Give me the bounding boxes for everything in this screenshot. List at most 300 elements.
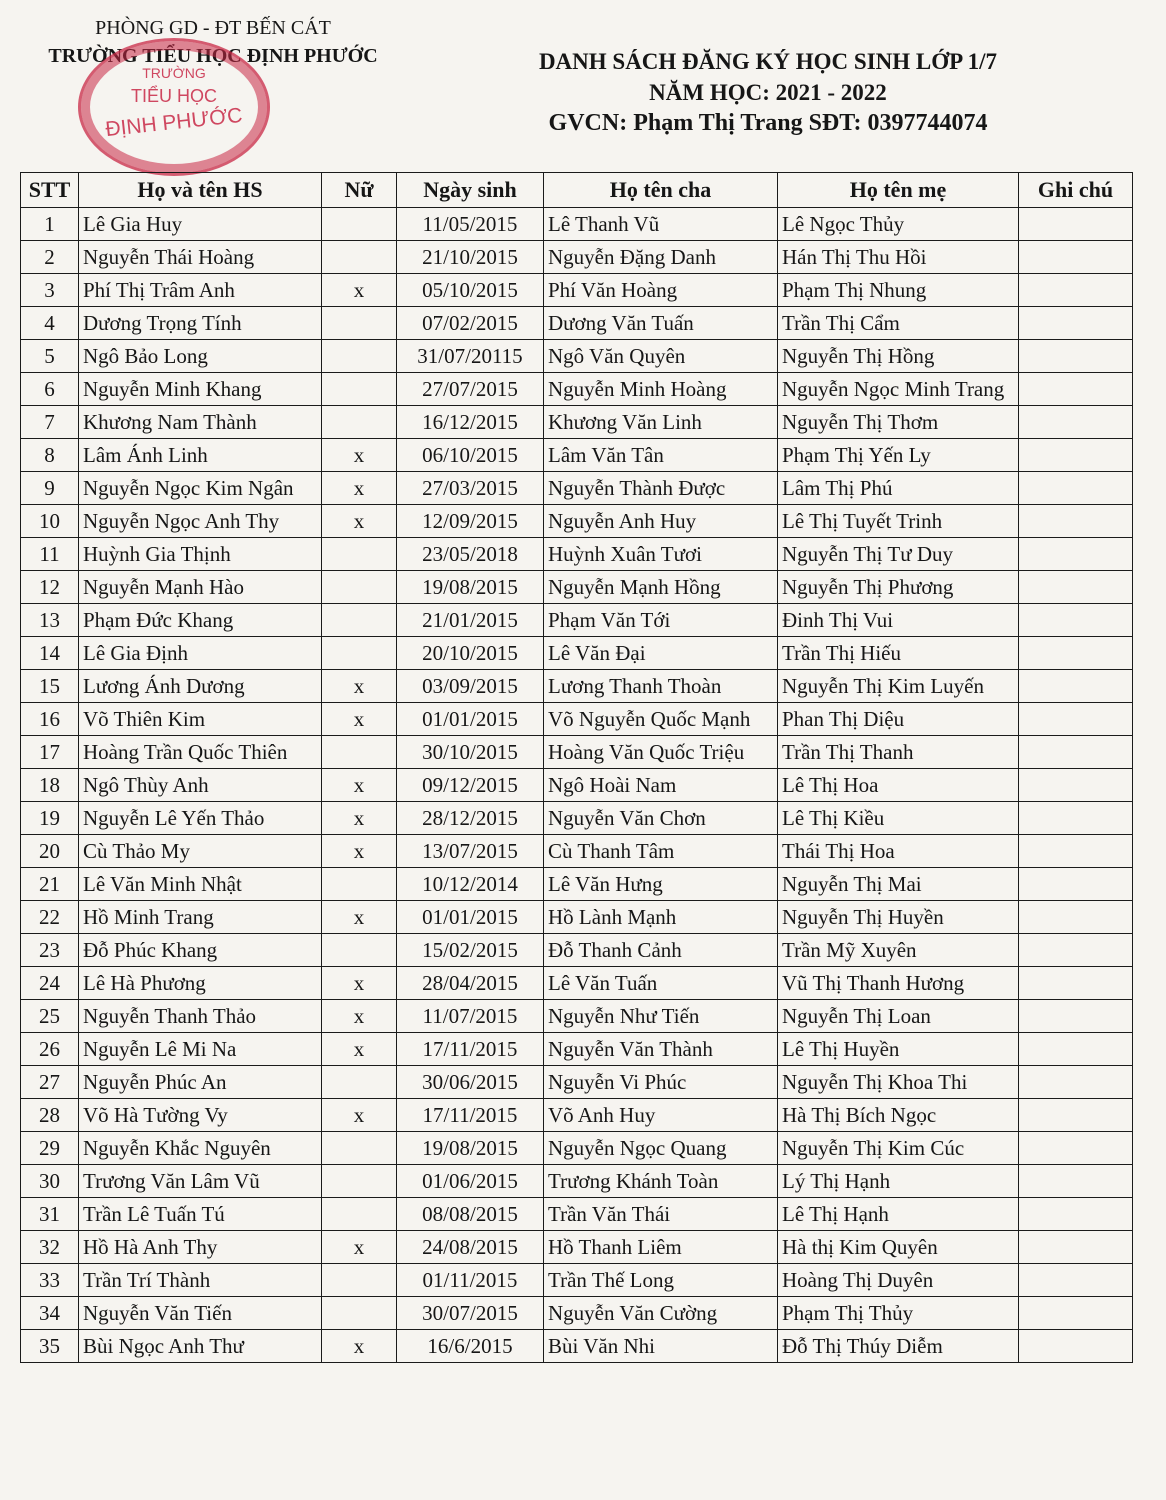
mother-name-cell: Hoàng Thị Duyên [778,1264,1019,1297]
table-header-row [21,173,1133,208]
notes-cell [1019,769,1133,802]
birth-date-cell: 19/08/2015 [397,571,544,604]
birth-date-cell: 07/02/2015 [397,307,544,340]
table-row [21,835,1133,868]
female-cell [322,208,397,241]
mother-name-cell: Lê Thị Kiều [778,802,1019,835]
stt-cell: 22 [21,901,79,934]
student-name-cell: Hồ Minh Trang [79,901,322,934]
stt-cell: 18 [21,769,79,802]
father-name-cell: Khương Văn Linh [544,406,778,439]
stt-cell: 11 [21,538,79,571]
notes-cell [1019,934,1133,967]
female-cell: x [322,505,397,538]
notes-cell [1019,967,1133,1000]
birth-date-cell: 27/03/2015 [397,472,544,505]
stt-cell: 23 [21,934,79,967]
student-name-cell: Lê Hà Phương [79,967,322,1000]
father-name-cell: Phạm Văn Tới [544,604,778,637]
mother-name-cell: Vũ Thị Thanh Hương [778,967,1019,1000]
stt-cell: 7 [21,406,79,439]
student-name-cell: Nguyễn Lê Yến Thảo [79,802,322,835]
student-name-cell: Nguyễn Lê Mi Na [79,1033,322,1066]
stamp-line-2: TIỂU HỌC [130,86,217,106]
table-row [21,307,1133,340]
birth-date-cell: 11/05/2015 [397,208,544,241]
table-row [21,340,1133,373]
table-row [21,406,1133,439]
birth-date-cell: 28/12/2015 [397,802,544,835]
birth-date-cell: 28/04/2015 [397,967,544,1000]
birth-date-cell: 19/08/2015 [397,1132,544,1165]
birth-date-cell: 16/12/2015 [397,406,544,439]
father-name-cell: Nguyễn Văn Cường [544,1297,778,1330]
title-block [468,46,1068,139]
birth-date-cell: 16/6/2015 [397,1330,544,1363]
student-name-cell: Hồ Hà Anh Thy [79,1231,322,1264]
father-name-cell: Bùi Văn Nhi [544,1330,778,1363]
notes-cell [1019,340,1133,373]
female-cell [322,868,397,901]
student-name-cell: Nguyễn Văn Tiến [79,1297,322,1330]
stt-cell: 15 [21,670,79,703]
notes-cell [1019,604,1133,637]
table-row [21,1099,1133,1132]
notes-cell [1019,868,1133,901]
father-name-cell: Trần Văn Thái [544,1198,778,1231]
student-name-cell: Nguyễn Ngọc Anh Thy [79,505,322,538]
father-name-cell: Nguyễn Văn Thành [544,1033,778,1066]
student-name-cell: Lê Văn Minh Nhật [79,868,322,901]
female-cell: x [322,967,397,1000]
father-name-cell: Hoàng Văn Quốc Triệu [544,736,778,769]
mother-name-cell: Hán Thị Thu Hồi [778,241,1019,274]
stt-cell: 12 [21,571,79,604]
stt-cell: 20 [21,835,79,868]
father-name-cell: Võ Anh Huy [544,1099,778,1132]
father-name-cell: Lê Văn Hưng [544,868,778,901]
stt-cell: 3 [21,274,79,307]
student-name-cell: Nguyễn Mạnh Hào [79,571,322,604]
mother-name-cell: Lý Thị Hạnh [778,1165,1019,1198]
student-name-cell: Dương Trọng Tính [79,307,322,340]
table-row [21,868,1133,901]
father-name-cell: Nguyễn Anh Huy [544,505,778,538]
birth-date-cell: 27/07/2015 [397,373,544,406]
mother-name-cell: Nguyễn Thị Mai [778,868,1019,901]
student-name-cell: Ngô Bảo Long [79,340,322,373]
school-stamp [78,38,270,176]
stt-cell: 10 [21,505,79,538]
birth-date-cell: 30/06/2015 [397,1066,544,1099]
mother-name-cell: Phạm Thị Thủy [778,1297,1019,1330]
female-cell: x [322,802,397,835]
table-row [21,670,1133,703]
female-cell [322,1165,397,1198]
student-name-cell: Khương Nam Thành [79,406,322,439]
mother-name-cell: Trần Mỹ Xuyên [778,934,1019,967]
mother-name-cell: Lê Thị Huyền [778,1033,1019,1066]
table-row [21,1066,1133,1099]
female-cell: x [322,1330,397,1363]
mother-name-cell: Đinh Thị Vui [778,604,1019,637]
student-name-cell: Huỳnh Gia Thịnh [79,538,322,571]
birth-date-cell: 01/11/2015 [397,1264,544,1297]
notes-cell [1019,571,1133,604]
stt-cell: 31 [21,1198,79,1231]
student-name-cell: Cù Thảo My [79,835,322,868]
notes-cell [1019,1264,1133,1297]
notes-cell [1019,736,1133,769]
mother-name-cell: Lê Thị Hoa [778,769,1019,802]
table-row [21,637,1133,670]
birth-date-cell: 30/07/2015 [397,1297,544,1330]
stt-cell: 19 [21,802,79,835]
female-cell: x [322,1000,397,1033]
stt-cell: 24 [21,967,79,1000]
table-row [21,1132,1133,1165]
notes-cell [1019,472,1133,505]
stt-cell: 21 [21,868,79,901]
female-cell [322,1066,397,1099]
mother-name-cell: Nguyễn Thị Huyền [778,901,1019,934]
student-name-cell: Võ Thiên Kim [79,703,322,736]
stt-cell: 30 [21,1165,79,1198]
notes-cell [1019,901,1133,934]
father-name-cell: Nguyễn Minh Hoàng [544,373,778,406]
father-name-cell: Cù Thanh Tâm [544,835,778,868]
father-name-cell: Nguyễn Văn Chơn [544,802,778,835]
birth-date-cell: 09/12/2015 [397,769,544,802]
mother-name-cell: Nguyễn Ngọc Minh Trang [778,373,1019,406]
student-table [20,172,1133,1363]
mother-name-cell: Trần Thị Hiếu [778,637,1019,670]
father-name-cell: Lê Văn Tuấn [544,967,778,1000]
father-name-cell: Đỗ Thanh Cảnh [544,934,778,967]
table-row [21,1231,1133,1264]
stt-cell: 33 [21,1264,79,1297]
father-name-cell: Ngô Hoài Nam [544,769,778,802]
header-student-name: Họ và tên HS [79,173,322,208]
mother-name-cell: Trần Thị Cẩm [778,307,1019,340]
mother-name-cell: Phan Thị Diệu [778,703,1019,736]
birth-date-cell: 08/08/2015 [397,1198,544,1231]
stt-cell: 9 [21,472,79,505]
birth-date-cell: 03/09/2015 [397,670,544,703]
mother-name-cell: Lâm Thị Phú [778,472,1019,505]
female-cell [322,1132,397,1165]
notes-cell [1019,373,1133,406]
female-cell [322,1264,397,1297]
female-cell: x [322,1099,397,1132]
table-row [21,472,1133,505]
header-stt: STT [21,173,79,208]
student-name-cell: Phạm Đức Khang [79,604,322,637]
female-cell: x [322,835,397,868]
student-name-cell: Lê Gia Định [79,637,322,670]
table-row [21,373,1133,406]
notes-cell [1019,1132,1133,1165]
birth-date-cell: 01/01/2015 [397,901,544,934]
table-row [21,1033,1133,1066]
table-row [21,1297,1133,1330]
female-cell [322,934,397,967]
father-name-cell: Hồ Thanh Liêm [544,1231,778,1264]
father-name-cell: Lê Thanh Vũ [544,208,778,241]
notes-cell [1019,1033,1133,1066]
notes-cell [1019,1066,1133,1099]
table-row [21,769,1133,802]
female-cell: x [322,670,397,703]
female-cell [322,340,397,373]
birth-date-cell: 23/05/2018 [397,538,544,571]
notes-cell [1019,703,1133,736]
female-cell [322,571,397,604]
birth-date-cell: 21/01/2015 [397,604,544,637]
mother-name-cell: Lê Ngọc Thủy [778,208,1019,241]
header-mother-name: Họ tên mẹ [778,173,1019,208]
stt-cell: 26 [21,1033,79,1066]
mother-name-cell: Đỗ Thị Thúy Diễm [778,1330,1019,1363]
mother-name-cell: Nguyễn Thị Tư Duy [778,538,1019,571]
father-name-cell: Trương Khánh Toàn [544,1165,778,1198]
mother-name-cell: Nguyễn Thị Kim Luyến [778,670,1019,703]
birth-date-cell: 10/12/2014 [397,868,544,901]
father-name-cell: Nguyễn Mạnh Hồng [544,571,778,604]
student-name-cell: Nguyễn Minh Khang [79,373,322,406]
mother-name-cell: Hà thị Kim Quyên [778,1231,1019,1264]
header-father-name: Họ tên cha [544,173,778,208]
stt-cell: 1 [21,208,79,241]
female-cell [322,406,397,439]
stt-cell: 4 [21,307,79,340]
stt-cell: 25 [21,1000,79,1033]
birth-date-cell: 17/11/2015 [397,1099,544,1132]
mother-name-cell: Nguyễn Thị Kim Cúc [778,1132,1019,1165]
father-name-cell: Phí Văn Hoàng [544,274,778,307]
father-name-cell: Trần Thế Long [544,1264,778,1297]
father-name-cell: Nguyễn Ngọc Quang [544,1132,778,1165]
notes-cell [1019,1198,1133,1231]
female-cell [322,241,397,274]
notes-cell [1019,307,1133,340]
female-cell: x [322,439,397,472]
stt-cell: 35 [21,1330,79,1363]
father-name-cell: Nguyễn Đặng Danh [544,241,778,274]
father-name-cell: Nguyễn Như Tiến [544,1000,778,1033]
school-year: NĂM HỌC: 2021 - 2022 [649,80,887,105]
birth-date-cell: 12/09/2015 [397,505,544,538]
table-row [21,1165,1133,1198]
father-name-cell: Huỳnh Xuân Tươi [544,538,778,571]
notes-cell [1019,1297,1133,1330]
student-name-cell: Lương Ánh Dương [79,670,322,703]
mother-name-cell: Nguyễn Thị Phương [778,571,1019,604]
female-cell [322,538,397,571]
student-name-cell: Trần Lê Tuấn Tú [79,1198,322,1231]
mother-name-cell: Phạm Thị Nhung [778,274,1019,307]
table-row [21,1000,1133,1033]
mother-name-cell: Phạm Thị Yến Ly [778,439,1019,472]
notes-cell [1019,670,1133,703]
student-name-cell: Ngô Thùy Anh [79,769,322,802]
female-cell [322,637,397,670]
student-name-cell: Đỗ Phúc Khang [79,934,322,967]
header-birth-date: Ngày sinh [397,173,544,208]
mother-name-cell: Hà Thị Bích Ngọc [778,1099,1019,1132]
student-name-cell: Nguyễn Thanh Thảo [79,1000,322,1033]
birth-date-cell: 01/06/2015 [397,1165,544,1198]
school-name: TRƯỜNG TIỂU HỌC ĐỊNH PHƯỚC [48,45,378,67]
birth-date-cell: 17/11/2015 [397,1033,544,1066]
table-row [21,439,1133,472]
stt-cell: 29 [21,1132,79,1165]
father-name-cell: Ngô Văn Quyên [544,340,778,373]
father-name-cell: Dương Văn Tuấn [544,307,778,340]
mother-name-cell: Trần Thị Thanh [778,736,1019,769]
document-title: DANH SÁCH ĐĂNG KÝ HỌC SINH LỚP 1/7 [538,49,998,74]
birth-date-cell: 24/08/2015 [397,1231,544,1264]
student-name-cell: Võ Hà Tường Vy [79,1099,322,1132]
table-row [21,736,1133,769]
birth-date-cell: 21/10/2015 [397,241,544,274]
student-name-cell: Lâm Ánh Linh [79,439,322,472]
student-name-cell: Nguyễn Phúc An [79,1066,322,1099]
notes-cell [1019,208,1133,241]
birth-date-cell: 11/07/2015 [397,1000,544,1033]
notes-cell [1019,802,1133,835]
table-row [21,571,1133,604]
student-name-cell: Nguyễn Ngọc Kim Ngân [79,472,322,505]
table-row [21,505,1133,538]
student-name-cell: Hoàng Trần Quốc Thiên [79,736,322,769]
father-name-cell: Hồ Lành Mạnh [544,901,778,934]
table-row [21,901,1133,934]
female-cell [322,307,397,340]
notes-cell [1019,241,1133,274]
female-cell [322,373,397,406]
stt-cell: 6 [21,373,79,406]
birth-date-cell: 20/10/2015 [397,637,544,670]
father-name-cell: Lương Thanh Thoàn [544,670,778,703]
stt-cell: 2 [21,241,79,274]
notes-cell [1019,1231,1133,1264]
student-name-cell: Trương Văn Lâm Vũ [79,1165,322,1198]
notes-cell [1019,274,1133,307]
table-row [21,274,1133,307]
student-name-cell: Nguyễn Thái Hoàng [79,241,322,274]
notes-cell [1019,1165,1133,1198]
father-name-cell: Lê Văn Đại [544,637,778,670]
table-row [21,1330,1133,1363]
student-name-cell: Bùi Ngọc Anh Thư [79,1330,322,1363]
mother-name-cell: Lê Thị Tuyết Trinh [778,505,1019,538]
table-body [21,208,1133,1363]
student-name-cell: Trần Trí Thành [79,1264,322,1297]
birth-date-cell: 01/01/2015 [397,703,544,736]
stt-cell: 13 [21,604,79,637]
homeroom-teacher: GVCN: Phạm Thị Trang SĐT: 0397744074 [548,110,988,136]
mother-name-cell: Nguyễn Thị Thơm [778,406,1019,439]
table-row [21,934,1133,967]
female-cell: x [322,1231,397,1264]
notes-cell [1019,1000,1133,1033]
notes-cell [1019,1099,1133,1132]
stt-cell: 17 [21,736,79,769]
female-cell: x [322,703,397,736]
department-name: PHÒNG GD - ĐT BẾN CÁT [95,17,331,39]
header-notes: Ghi chú [1019,173,1133,208]
table-row [21,1264,1133,1297]
father-name-cell: Võ Nguyễn Quốc Mạnh [544,703,778,736]
stt-cell: 16 [21,703,79,736]
birth-date-cell: 30/10/2015 [397,736,544,769]
notes-cell [1019,1330,1133,1363]
stt-cell: 32 [21,1231,79,1264]
mother-name-cell: Thái Thị Hoa [778,835,1019,868]
female-cell: x [322,901,397,934]
mother-name-cell: Lê Thị Hạnh [778,1198,1019,1231]
student-name-cell: Phí Thị Trâm Anh [79,274,322,307]
stamp-line-3: ĐỊNH PHƯỚC [104,103,244,142]
stt-cell: 28 [21,1099,79,1132]
stt-cell: 5 [21,340,79,373]
notes-cell [1019,505,1133,538]
father-name-cell: Nguyễn Thành Được [544,472,778,505]
female-cell: x [322,472,397,505]
table-row [21,1198,1133,1231]
mother-name-cell: Nguyễn Thị Hồng [778,340,1019,373]
stamp-line-1: TRƯỜNG [142,65,206,81]
table-row [21,802,1133,835]
notes-cell [1019,439,1133,472]
female-cell: x [322,769,397,802]
female-cell: x [322,274,397,307]
birth-date-cell: 13/07/2015 [397,835,544,868]
female-cell [322,736,397,769]
birth-date-cell: 31/07/20115 [397,340,544,373]
birth-date-cell: 06/10/2015 [397,439,544,472]
student-name-cell: Lê Gia Huy [79,208,322,241]
stt-cell: 27 [21,1066,79,1099]
table-row [21,208,1133,241]
table-row [21,967,1133,1000]
female-cell: x [322,1033,397,1066]
table-row [21,538,1133,571]
table-row [21,241,1133,274]
header-female: Nữ [322,173,397,208]
mother-name-cell: Nguyễn Thị Loan [778,1000,1019,1033]
stt-cell: 8 [21,439,79,472]
notes-cell [1019,637,1133,670]
stt-cell: 14 [21,637,79,670]
female-cell [322,1297,397,1330]
student-name-cell: Nguyễn Khắc Nguyên [79,1132,322,1165]
notes-cell [1019,406,1133,439]
mother-name-cell: Nguyễn Thị Khoa Thi [778,1066,1019,1099]
notes-cell [1019,538,1133,571]
table-row [21,703,1133,736]
father-name-cell: Lâm Văn Tân [544,439,778,472]
table-row [21,604,1133,637]
female-cell [322,1198,397,1231]
birth-date-cell: 15/02/2015 [397,934,544,967]
stt-cell: 34 [21,1297,79,1330]
notes-cell [1019,835,1133,868]
father-name-cell: Nguyễn Vi Phúc [544,1066,778,1099]
female-cell [322,604,397,637]
birth-date-cell: 05/10/2015 [397,274,544,307]
